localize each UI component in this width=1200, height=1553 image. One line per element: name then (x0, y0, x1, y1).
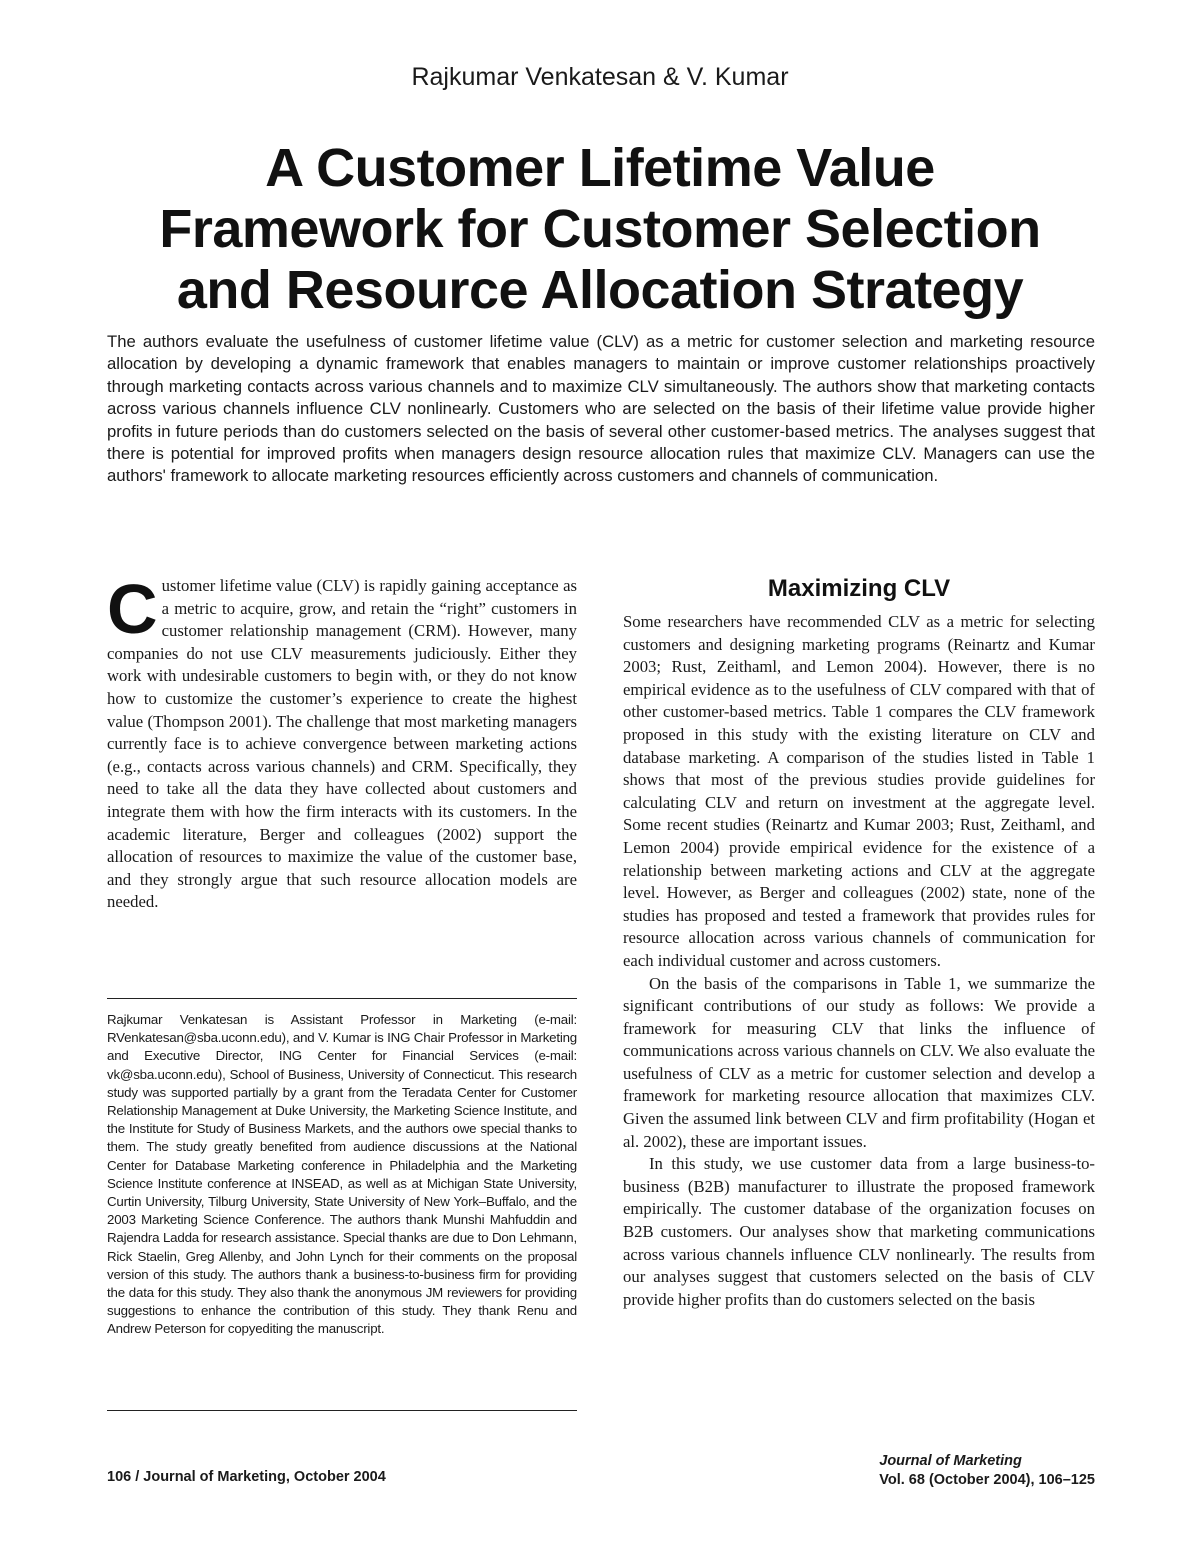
drop-cap: C (107, 570, 158, 648)
page-footer-right (879, 1452, 1095, 1490)
footnote-bottom-rule (107, 1410, 577, 1411)
section-heading: Maximizing CLV (767, 575, 951, 602)
footnote-top-rule (107, 998, 577, 999)
section-paragraph: Some researchers have recommended CLV as a metric for selecting customers and designing marketing programs (Reinartz and Kumar 2003; Rust, Zeithaml, and Lemon 2004). However, there is no empirical evidence as to the usefulness of CLV compared with that of other customer-based metrics. Table 1 compares the CLV framework proposed in this study with the existing literature on CLV and database marketing. A comparison of the studies listed in Table 1 shows that most of the previous studies provide guidelines for calculating CLV and return on investment at the aggregate level. Some recent studies (Reinartz and Kumar 2003; Rust, Zeithaml, and Lemon 2004) provide empirical evidence for the existence of a relationship between marketing actions and CLV at the aggregate level. However, as Berger and colleagues (2002) state, none of the studies has proposed and tested a framework that provides rules for resource allocation across various channels of communication for each individual customer and across customers. (623, 612, 1095, 970)
volume-info: Vol. 68 (October 2004), 106–125 (879, 1472, 1095, 1488)
title-line: Framework for Customer Selection (159, 199, 1041, 259)
author-footnote: Rajkumar Venkatesan is Assistant Professor in Marketing (e-mail: RVenkatesan@sba.uconn.edu), and V. Kumar is ING Chair Professor in Marketing and Executive Director, ING Center for Financial Services (e-mail: vk@sba.uconn.edu), School of Business, University of Connecticut. This research study was supported partially by a grant from the Teradata Center for Customer Relationship Management at Duke University, the Marketing Science Institute, and the Institute for Study of Business Markets, and the authors owe special thanks to them. The study greatly benefited from audience discussions at the National Center for Database Marketing conference in Philadelphia and the Marketing Science Institute conference at INSEAD, as well as at Michigan State University, Curtin University, Tilburg University, State University of New York–Buffalo, and the 2003 Marketing Science Conference. The authors thank Munshi Mahfuddin and Rajendra Ladda for research assistance. Special thanks are due to Don Lehmann, Rick Staelin, Greg Allenby, and John Lynch for their comments on the proposal version of this study. The authors thank a business-to-business firm for providing the data for this study. They also thank the anonymous JM reviewers for providing suggestions to enhance the contribution of this study. They thank Renu and Andrew Peterson for copyediting the manuscript. (107, 1012, 577, 1337)
intro-paragraph (107, 570, 577, 914)
title-line: and Resource Allocation Strategy (176, 260, 1024, 320)
title-line: A Customer Lifetime Value (265, 138, 935, 198)
journal-name: Journal of Marketing (879, 1453, 1022, 1469)
author-byline: Rajkumar Venkatesan & V. Kumar (411, 63, 789, 91)
right-column (623, 575, 1095, 1311)
article-title (60, 138, 1140, 321)
page-footer-left: 106 / Journal of Marketing, October 2004 (107, 1469, 386, 1485)
left-column (107, 570, 577, 914)
intro-text: ustomer lifetime value (CLV) is rapidly gaining acceptance as a metric to acquire, grow, and retain the “right” customers in customer relationship management (CRM). However, many companies do not use CLV measurements judiciously. Either they work with undesirable customers to begin with, or they do not know how to customize the customer’s experience to create the highest value (Thompson 2001). The challenge that most marketing managers currently face is to achieve convergence between marketing actions (e.g., contacts across various channels) and CRM. Specifically, they need to take all the data they have collected about customers and integrate them with how the firm interacts with its customers. In the academic literature, Berger and colleagues (2002) support the allocation of resources to maximize the value of the customer base, and they strongly argue that such resource allocation models are needed. (107, 576, 577, 912)
abstract: The authors evaluate the usefulness of customer lifetime value (CLV) as a metric for customer selection and marketing resource allocation by developing a dynamic framework that enables managers to maintain or improve customer relationships proactively through marketing contacts across various channels and to maximize CLV simultaneously. The authors show that marketing contacts across various channels influence CLV nonlinearly. Customers who are selected on the basis of their lifetime value provide higher profits in future periods than do customers selected on the basis of several other customer-based metrics. The analyses suggest that there is potential for improved profits when managers design resource allocation rules that maximize CLV. Managers can use the authors' framework to allocate marketing resources efficiently across customers and channels of communication. (107, 332, 1095, 486)
section-paragraph: In this study, we use customer data from a large business-to-business (B2B) manufacturer to illustrate the proposed framework empirically. The customer database of the organization focuses on B2B customers. Our analyses show that marketing communications across various channels influence CLV nonlinearly. The results from our analyses suggest that customers selected on the basis of CLV provide higher profits than do customers selected on the basis (623, 1154, 1095, 1309)
section-paragraph: On the basis of the comparisons in Table 1, we summarize the significant contributions of our study as follows: We provide a framework for measuring CLV that links the influence of communications across various channels on CLV. We also evaluate the usefulness of CLV as a metric for customer selection and develop a framework for marketing resource allocation that maximizes CLV. Given the assumed link between CLV and firm profitability (Hogan et al. 2002), these are important issues. (623, 973, 1095, 1151)
